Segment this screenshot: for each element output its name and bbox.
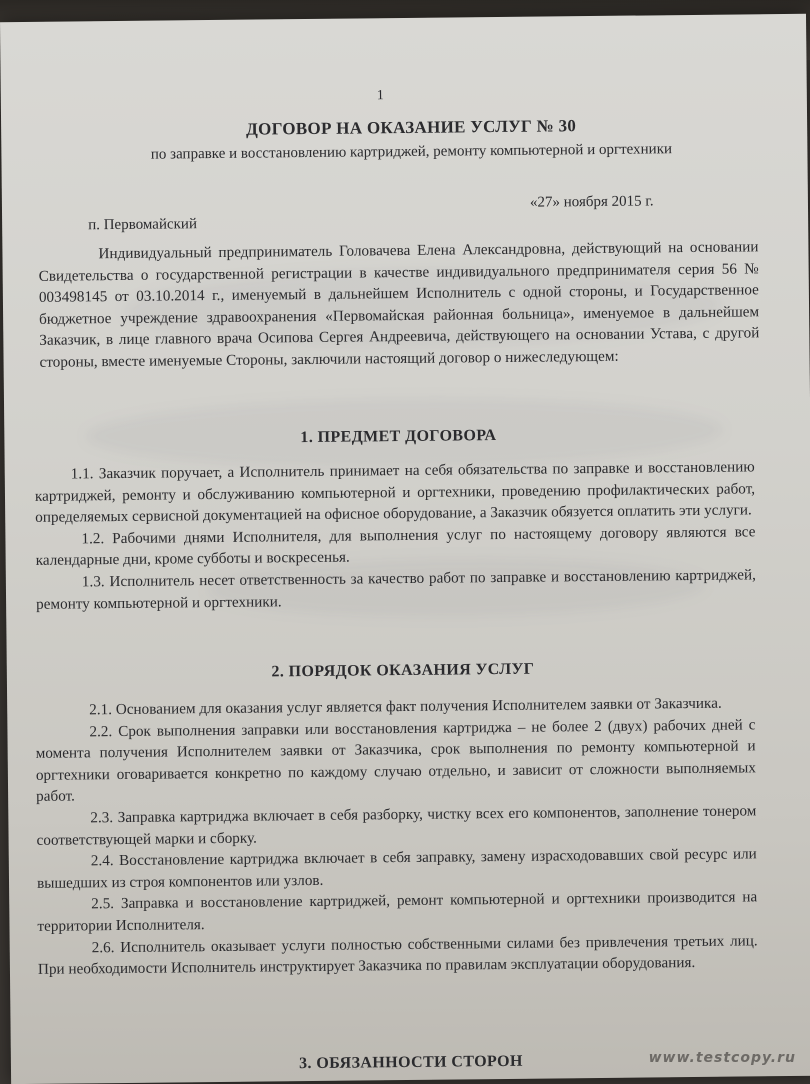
document-body [61, 84, 761, 91]
section-3-heading: 3. ОБЯЗАННОСТИ СТОРОН [51, 1050, 771, 1076]
clause-1-3: 1.3. Исполнитель несет ответственность за качество работ по заправке и восстановлению картриджей, ремонту компьютерной и оргтехники. [36, 564, 756, 615]
watermark: www.testcopy.ru [649, 1050, 796, 1066]
preamble-text: Индивидуальный предприниматель Головачева Елена Александровна, действующий на основании Свидетельства о государственной регистрации в качестве индивидуального предпринимателя серия 56 № 003498145 от 03.10.2014 г., именуемый в дальнейшем Исполнитель с одной стороны, и Государственное бюджетное учреждение здравоохранения «Первомайская районная больница», именуемое в дальнейшем Заказчик, в лице главного врача Осипова Сергея Андреевича, действующего на основании Устава, с другой стороны, вместе именуемые Стороны, заключили настоящий договор о нижеследующем: [38, 236, 759, 373]
section-2-heading: 2. ПОРЯДОК ОКАЗАНИЯ УСЛУГ [43, 658, 763, 684]
clause-2-1: 2.1. Основанием для оказания услуг является факт получения Исполнителем заявки от Заказчика. [35, 692, 755, 721]
contract-date: «27» ноября 2015 г. [530, 193, 654, 211]
contract-subtitle: по заправке и восстановлению картриджей, ремонту компьютерной и оргтехники [61, 140, 761, 164]
clause-2-6: 2.6. Исполнитель оказывает услуги полностью собственными силами без привлечения третьих лиц. При необходимости Исполнитель инструктирует Заказчика по правилам эксплуатации оборудования. [38, 930, 758, 981]
section-1-heading: 1. ПРЕДМЕТ ДОГОВОРА [38, 424, 758, 450]
document-page [0, 14, 810, 1084]
section-1-body [35, 456, 757, 615]
page-number: 1 [377, 88, 384, 104]
clause-1-1: 1.1. Заказчик поручает, а Исполнитель принимает на себя обязательства по заправке и восстановлению картриджей, ремонту и обслуживанию компьютерной и оргтехники, проведению профилактических работ, определяемых сервисной документацией на офисное оборудование, а Заказчик обязуется оплатить эти услуги. [35, 456, 756, 528]
clause-2-2: 2.2. Срок выполнения заправки или восстановления картриджа – не более 2 (двух) рабочих дней с момента получения Исполнителем заявки от Заказчика, срок выполнения по ремонту компьютерной и оргтехники оговаривается конкретно по каждому случаю отдельно, и зависит от сложности выполняемых работ. [35, 714, 756, 808]
preamble [38, 236, 759, 373]
section-2-body [35, 692, 758, 980]
clause-2-5: 2.5. Заправка и восстановление картриджей, ремонт компьютерной и оргтехники производится на территории Исполнителя. [37, 887, 757, 938]
contract-place: п. Первомайский [88, 216, 197, 234]
contract-title: ДОГОВОР НА ОКАЗАНИЕ УСЛУГ № 30 [61, 114, 761, 141]
clause-1-2: 1.2. Рабочими днями Исполнителя, для выполнения услуг по настоящему договору являются все календарные дни, кроме субботы и воскресенья. [35, 521, 755, 572]
clause-2-4: 2.4. Восстановление картриджа включает в себя заправку, замену израсходовавших свой ресурс или вышедших из строя компонентов или узлов. [37, 843, 757, 894]
clause-2-3: 2.3. Заправка картриджа включает в себя разборку, чистку всех его компонентов, заполнение тонером соответствующей марки и сборку. [36, 800, 756, 851]
